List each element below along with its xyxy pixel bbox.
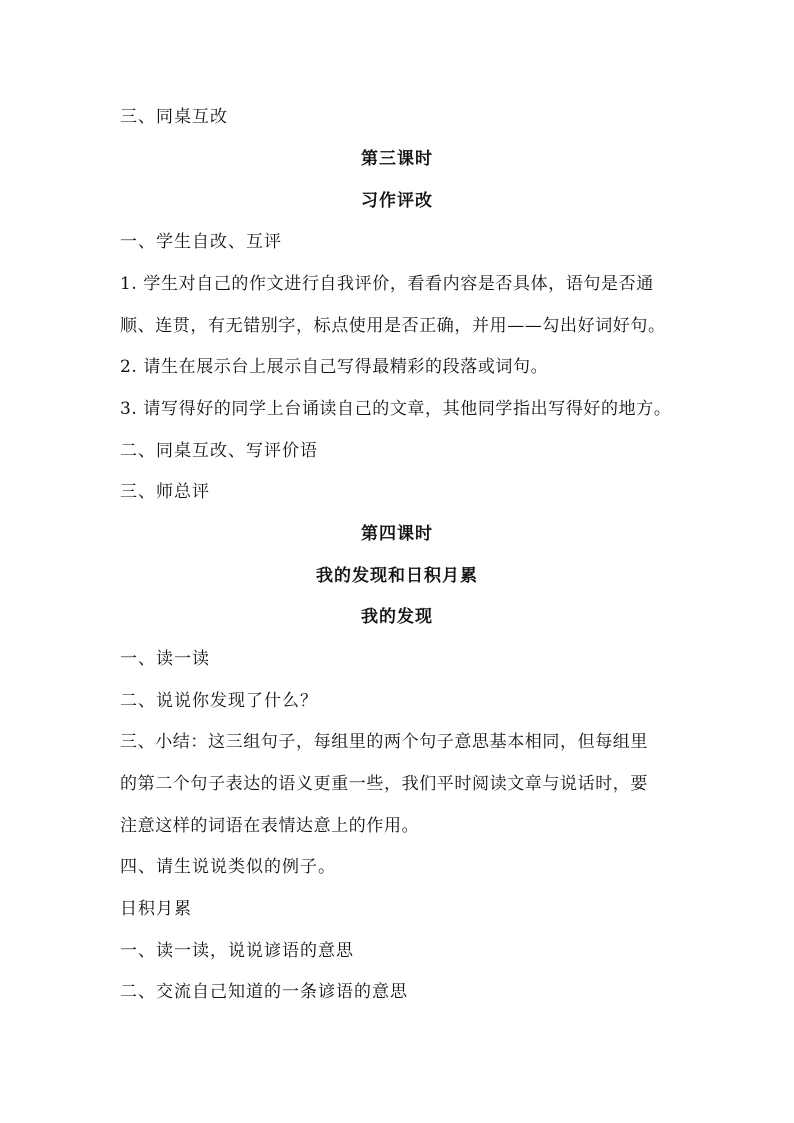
accumulation-step-one: 一、读一读，说说谚语的意思 xyxy=(120,941,354,961)
discovery-step-one: 一、读一读 xyxy=(120,649,210,669)
discovery-step-two: 二、说说你发现了什么？ xyxy=(120,691,318,711)
summary-line-one: 三、小结：这三组句子，每组里的两个句子意思基本相同，但每组里 xyxy=(120,732,648,752)
item-three: 3. 请写得好的同学上台诵读自己的文章，其他同学指出写得好的地方。 xyxy=(120,399,672,419)
lesson-four-title: 第四课时 xyxy=(361,524,433,544)
accumulation-heading: 日积月累 xyxy=(120,899,192,919)
item-two: 2. 请生在展示台上展示自己写得最精彩的段落或词句。 xyxy=(120,357,549,377)
item-one-line-two: 顺、连贯，有无错别字，标点使用是否正确，并用——勾出好词好句。 xyxy=(120,316,666,336)
summary-line-two: 的第二个句子表达的语义更重一些，我们平时阅读文章与说话时，要 xyxy=(120,774,648,794)
discovery-step-four: 四、请生说说类似的例子。 xyxy=(120,857,336,877)
item-one-line-one: 1. 学生对自己的作文进行自我评价，看看内容是否具体，语句是否通 xyxy=(120,274,654,294)
part-three-heading: 三、师总评 xyxy=(120,482,210,502)
lesson-four-subtitle: 我的发现和日积月累 xyxy=(316,566,478,586)
section-heading-peer-edit: 三、同桌互改 xyxy=(120,107,228,127)
part-one-heading: 一、学生自改、互评 xyxy=(120,232,282,252)
accumulation-step-two: 二、交流自己知道的一条谚语的意思 xyxy=(120,982,408,1002)
summary-line-three: 注意这样的词语在表情达意上的作用。 xyxy=(120,816,420,836)
lesson-three-subtitle: 习作评改 xyxy=(361,191,433,211)
lesson-three-title: 第三课时 xyxy=(361,149,433,169)
my-discovery-title: 我的发现 xyxy=(361,607,433,627)
part-two-heading: 二、同桌互改、写评价语 xyxy=(120,441,318,461)
